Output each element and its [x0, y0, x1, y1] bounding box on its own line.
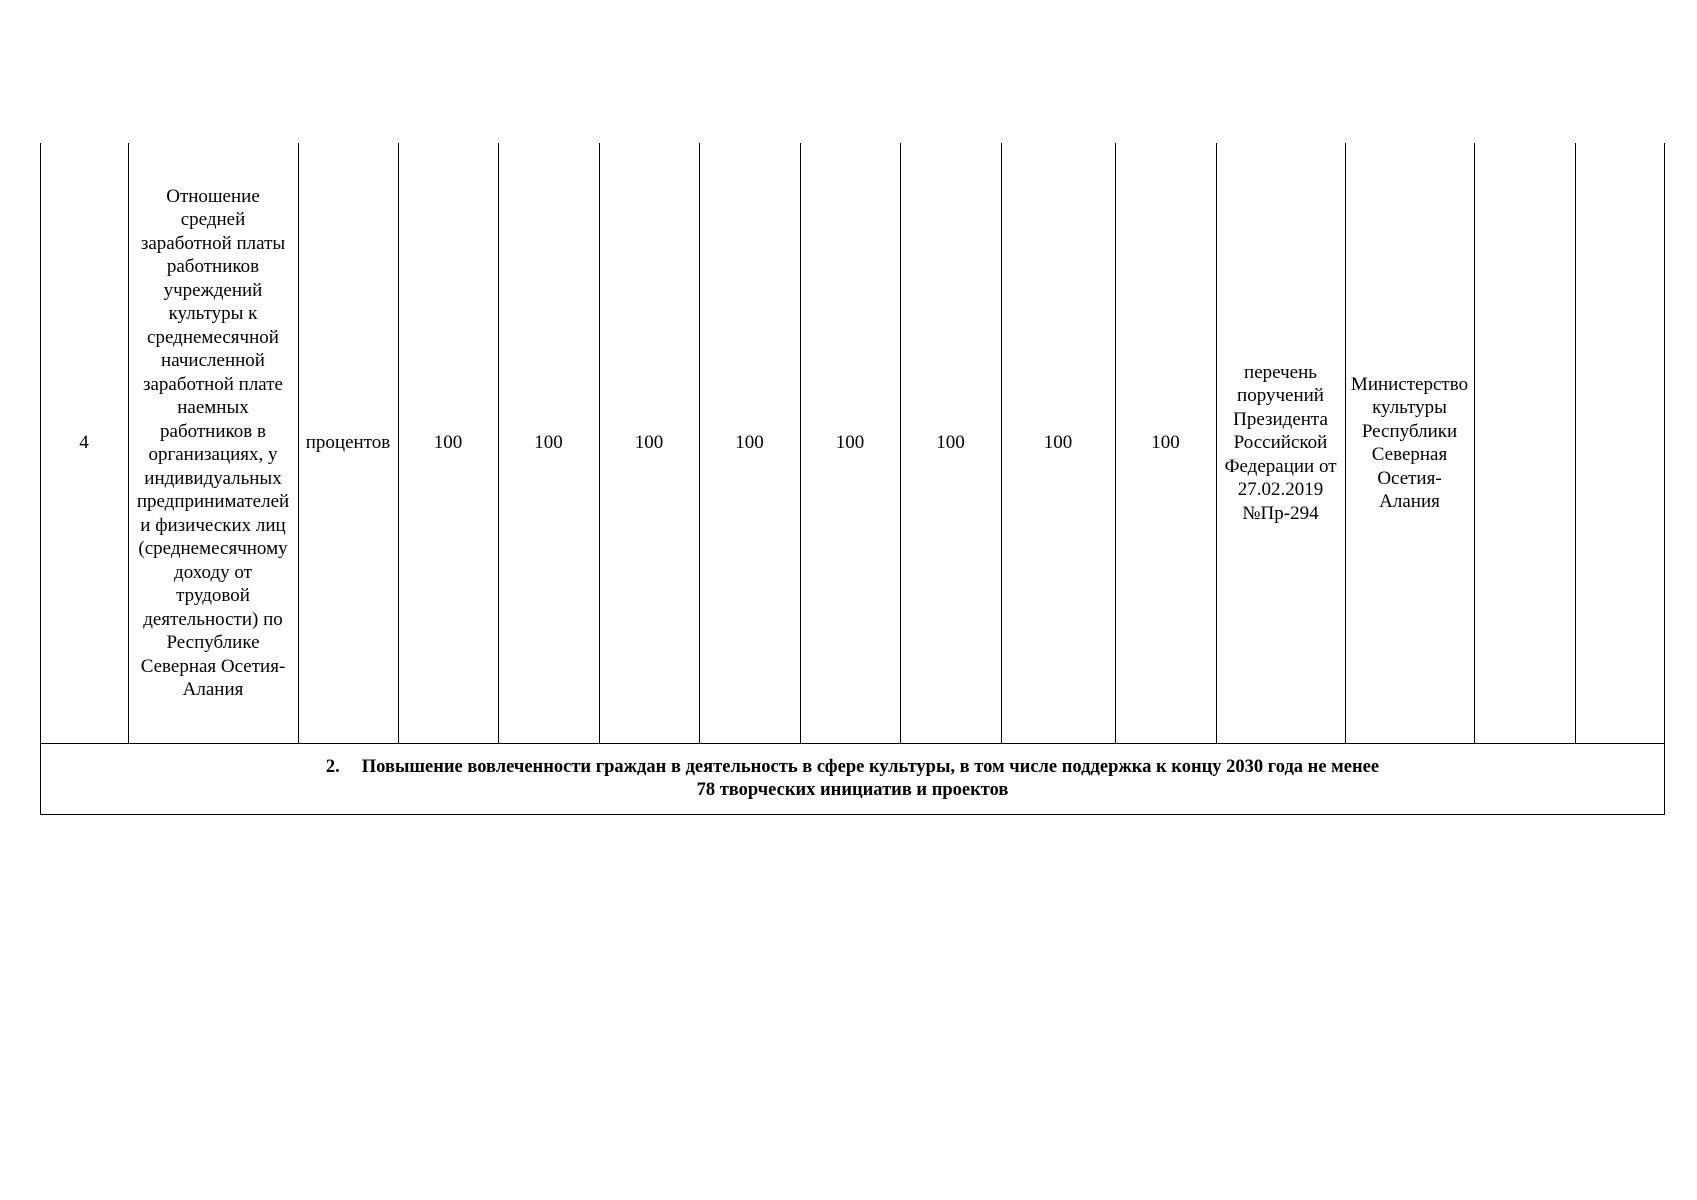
row-number: 4: [79, 432, 89, 454]
value-text: 100: [1043, 432, 1073, 454]
indicator-line: среднемесячной: [147, 326, 279, 348]
indicator-line: трудовой: [176, 585, 250, 606]
responsible-line: Северная: [1371, 444, 1448, 465]
indicator-line: наемных: [177, 397, 249, 418]
indicator-line: индивидуальных: [144, 467, 282, 489]
value-cell: [398, 143, 498, 743]
indicator-text: [137, 185, 289, 702]
empty-cell: [1474, 143, 1575, 743]
section-heading: [40, 744, 1665, 814]
value-cell: [699, 143, 800, 743]
value-text: 100: [634, 432, 664, 454]
indicator-line: средней: [180, 209, 246, 230]
value-text: 100: [835, 432, 865, 454]
document-line: перечень: [1244, 361, 1317, 383]
table-border: [1664, 143, 1665, 743]
section-number: 2.: [325, 757, 340, 777]
value-cell: [1115, 143, 1216, 743]
value-cell: [900, 143, 1001, 743]
value-text: 100: [936, 432, 965, 454]
indicator-line: и физических лиц: [140, 514, 286, 536]
responsible-line: культуры: [1372, 397, 1447, 418]
indicator-line: деятельности) по: [143, 608, 283, 630]
row-number-cell: [40, 143, 128, 743]
indicator-line: (среднемесячному: [138, 538, 288, 559]
value-cell: [599, 143, 699, 743]
indicator-line: культуры к: [168, 303, 258, 324]
document-text: [1224, 361, 1336, 526]
responsible-line: Алания: [1379, 491, 1440, 512]
indicator-line: работников в: [160, 420, 266, 442]
document-line: Федерации от: [1224, 455, 1337, 477]
indicator-line: доходу от: [174, 561, 252, 583]
document-line: 27.02.2019: [1237, 479, 1324, 501]
section-title-line2: 78 творческих инициатив и проектов: [696, 780, 1009, 800]
section-heading-line: [326, 756, 1379, 779]
document-line: поручений: [1237, 385, 1324, 407]
section-title-line1: Повышение вовлеченности граждан в деятельность в сфере культуры, в том числе поддержка к концу 2030 года не менее: [361, 757, 1380, 777]
document-line: Президента: [1233, 408, 1328, 430]
indicator-line: Алания: [182, 679, 244, 700]
document-cell: [1216, 143, 1345, 743]
document-line: Российской: [1233, 432, 1328, 454]
unit-text: процентов: [305, 432, 391, 454]
value-cell: [498, 143, 599, 743]
value-text: 100: [1151, 432, 1180, 454]
indicator-line: учреждений: [163, 279, 263, 301]
responsible-text: [1351, 373, 1468, 514]
indicator-line: Северная Осетия-: [140, 655, 286, 677]
indicator-line: заработной платы: [140, 232, 286, 254]
document-line: №Пр-294: [1242, 502, 1319, 524]
indicator-line: Отношение: [166, 185, 260, 207]
indicator-line: начисленной: [161, 350, 265, 371]
value-text: 100: [534, 432, 563, 454]
responsible-line: Республики: [1361, 420, 1458, 442]
indicator-line: заработной плате: [142, 373, 283, 395]
indicator-line: работников: [166, 256, 260, 277]
value-cell: [1001, 143, 1115, 743]
empty-cell: [1575, 143, 1664, 743]
indicator-line: Республике: [166, 632, 260, 653]
responsible-line: Министерство: [1350, 373, 1469, 395]
responsible-cell: [1345, 143, 1474, 743]
responsible-line: Осетия-: [1377, 467, 1442, 489]
table-border: [40, 814, 1665, 815]
value-text: 100: [735, 432, 764, 454]
indicator-line: организациях, у: [148, 444, 278, 465]
unit-cell: [298, 143, 398, 743]
value-text: 100: [433, 432, 463, 454]
indicator-cell: [128, 143, 298, 743]
value-cell: [800, 143, 900, 743]
indicator-line: предпринимателей: [136, 491, 290, 512]
